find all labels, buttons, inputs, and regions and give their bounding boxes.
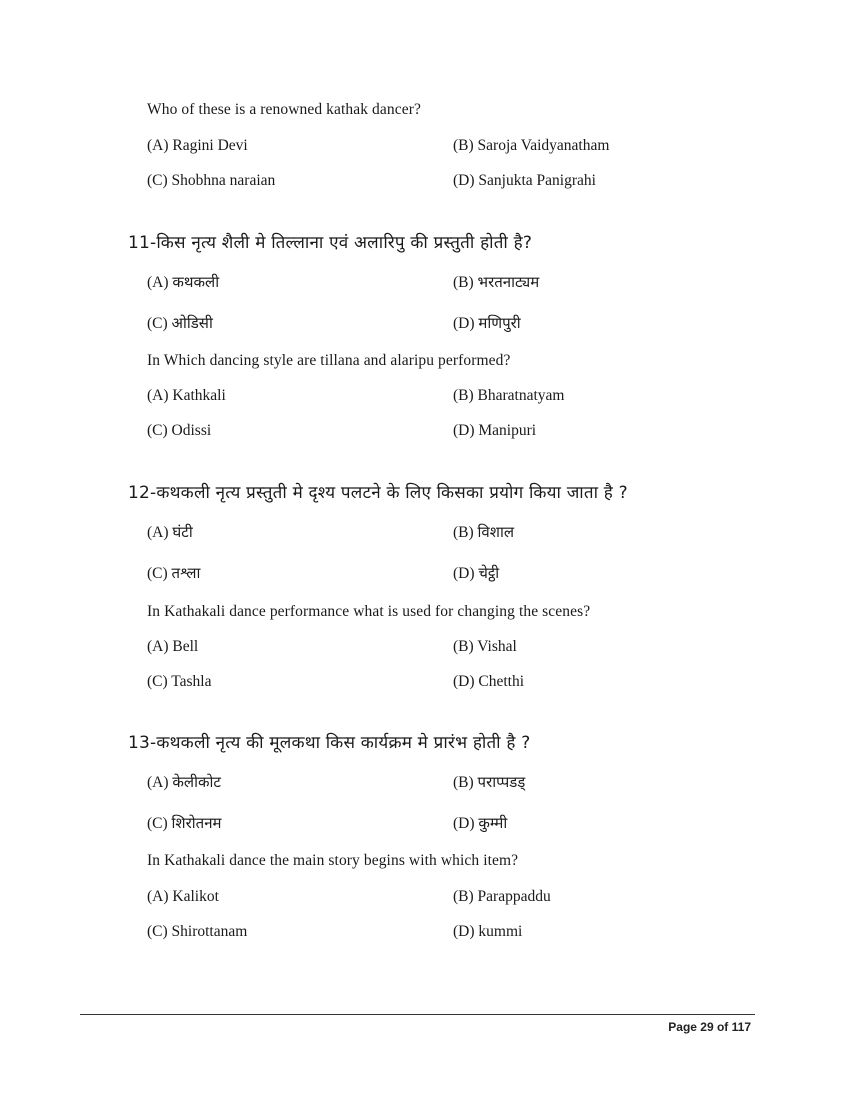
q12-option-d: (D) Chetthi: [453, 673, 525, 690]
option-label: (C): [147, 565, 168, 582]
q11-hi-option-d: [453, 313, 521, 333]
option-label: (D): [453, 815, 475, 832]
q11-question-en: In Which dancing style are tillana and alaripu performed?: [147, 352, 511, 369]
q10-option-d: (D) Sanjukta Panigrahi: [453, 172, 596, 189]
q11-option-d: (D) Manipuri: [453, 422, 537, 439]
option-text: भरतनाट्यम: [477, 273, 540, 291]
option-label: (B): [453, 524, 474, 541]
q12-question-en: In Kathakali dance performance what is used for changing the scenes?: [147, 603, 591, 620]
q13-question-hi: 13-कथकली नृत्य की मूलकथा किस कार्यक्रम मे प्रारंभ होती है ?: [128, 733, 531, 753]
footer-divider: [80, 1014, 755, 1015]
option-text: मणिपुरी: [478, 314, 521, 332]
option-text: ओडिसी: [171, 314, 213, 332]
q11-hi-option-b: [453, 272, 539, 292]
option-label: (D): [453, 315, 475, 332]
q11-hi-option-a: [147, 272, 219, 292]
option-label: (B): [453, 774, 474, 791]
option-label: (C): [147, 315, 168, 332]
q12-hi-option-c: [147, 563, 200, 583]
option-label: (A): [147, 274, 169, 291]
q13-hi-option-b: [453, 772, 525, 792]
q13-hi-option-a: [147, 772, 221, 792]
q10-option-b: (B) Saroja Vaidyanatham: [453, 137, 610, 154]
q12-hi-option-a: [147, 522, 193, 542]
option-label: (A): [147, 774, 169, 791]
option-text: चेट्ठी: [478, 564, 500, 582]
option-text: घंटी: [172, 523, 193, 541]
q12-option-a: (A) Bell: [147, 638, 199, 655]
option-label: (A): [147, 524, 169, 541]
option-text: पराप्पडड्: [477, 773, 526, 791]
q13-option-a: (A) Kalikot: [147, 888, 219, 905]
page-number: Page 29 of 117: [668, 1020, 751, 1034]
q13-hi-option-d: [453, 813, 507, 833]
option-text: शिरोतनम: [171, 814, 222, 832]
q13-option-c: (C) Shirottanam: [147, 923, 248, 940]
option-text: तश्ला: [171, 564, 201, 582]
q10-option-c: (C) Shobhna naraian: [147, 172, 276, 189]
q10-option-a: (A) Ragini Devi: [147, 137, 248, 154]
q11-option-a: (A) Kathkali: [147, 387, 226, 404]
option-text: विशाल: [477, 523, 515, 541]
option-text: कुम्मी: [478, 814, 508, 832]
q12-hi-option-d: [453, 563, 499, 583]
q10-question-en: Who of these is a renowned kathak dancer?: [147, 101, 421, 118]
q12-hi-option-b: [453, 522, 514, 542]
q12-option-b: (B) Vishal: [453, 638, 517, 655]
option-label: (C): [147, 815, 168, 832]
q11-question-hi: 11-किस नृत्य शैली मे तिल्लाना एवं अलारिपु की प्रस्तुती होती है?: [128, 233, 533, 253]
option-label: (D): [453, 565, 475, 582]
q11-option-c: (C) Odissi: [147, 422, 212, 439]
q11-hi-option-c: [147, 313, 213, 333]
q13-question-en: In Kathakali dance the main story begins with which item?: [147, 852, 519, 869]
q13-hi-option-c: [147, 813, 222, 833]
option-label: (B): [453, 274, 474, 291]
option-text: कथकली: [172, 273, 220, 291]
q11-option-b: (B) Bharatnatyam: [453, 387, 565, 404]
q12-question-hi: 12-कथकली नृत्य प्रस्तुती मे दृश्य पलटने के लिए किसका प्रयोग किया जाता है ?: [128, 483, 628, 503]
option-text: केलीकोट: [172, 773, 221, 791]
q13-option-d: (D) kummi: [453, 923, 523, 940]
q12-option-c: (C) Tashla: [147, 673, 212, 690]
q13-option-b: (B) Parappaddu: [453, 888, 551, 905]
